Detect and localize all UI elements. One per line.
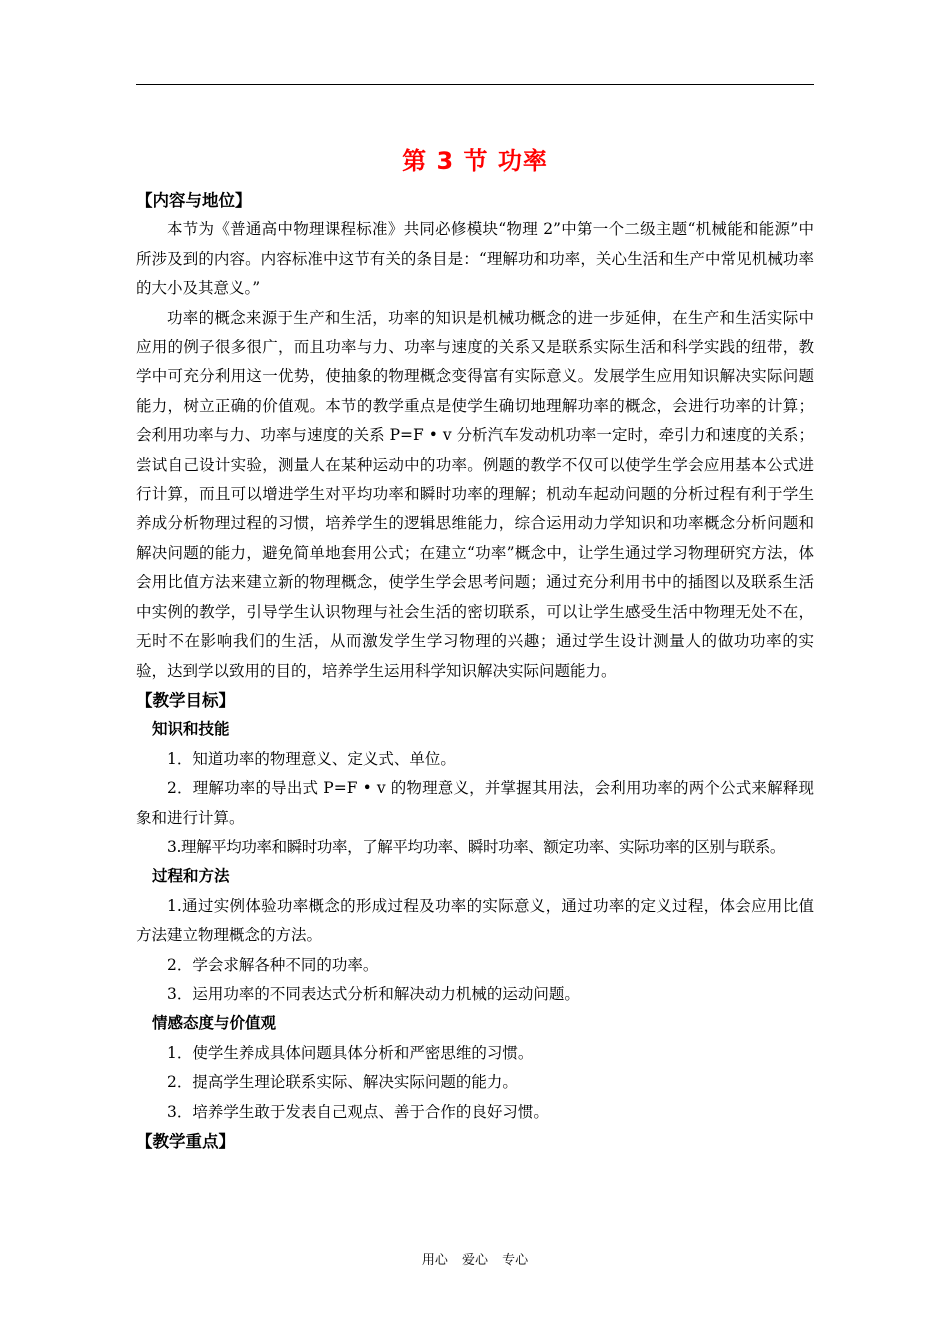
process-item-3: 3．运用功率的不同表达式分析和解决动力机械的运动问题。 xyxy=(167,984,580,1003)
attitude-item-3: 3．培养学生敢于发表自己观点、善于合作的良好习惯。 xyxy=(167,1102,549,1121)
process-item-2: 2．学会求解各种不同的功率。 xyxy=(167,955,379,974)
attitude-item-2: 2．提高学生理论联系实际、解决实际问题的能力。 xyxy=(167,1073,518,1092)
position-paragraph-2: 功率的概念来源于生产和生活，功率的知识是机械功概念的进一步延伸，在生产和生活实际中应用的例子很多很广，而且功率与力、功率与速度的关系又是联系实际生活和科学实践的纽带，教学中可充分利用这一优势，使抽象的物理概念变得富有实际意义。发展学生应用知识解决实际问题能力，树立正确的价值观。本节的教学重点是使学生确切地理解功率的概念，会进行功率的计算；会利用功率与力、功率与速度的关系 P=F • v 分析汽车发动机功率一定时，牵引力和速度的关系；尝试自己设计实验，测量人在某种运动中的功率。例题的教学不仅可以使学生学会应用基本公式进行计算，而且可以增进学生对平均功率和瞬时功率的理解；机动车起动问题的分析过程有利于学生养成分析物理过程的习惯，培养学生的逻辑思维能力，综合运用动力学知识和功率概念分析问题和解决问题的能力，避免简单地套用公式；在建立“功率”概念中，让学生通过学习物理研究方法，体会用比值方法来建立新的物理概念，使学生学会思考问题；通过充分利用书中的插图以及联系生活中实例的教学，引导学生认识物理与社会生活的密切联系，可以让学生感受生活中物理无处不在，无时不在影响我们的生活，从而激发学生学习物理的兴趣；通过学生设计测量人的做功功率的实验，达到学以致用的目的，培养学生运用科学知识解决实际问题能力。 xyxy=(136,308,814,680)
document-body xyxy=(136,186,814,1156)
section-heading-goals: 【教学目标】 xyxy=(136,690,235,710)
subheading-attitude: 情感态度与价值观 xyxy=(152,1014,277,1033)
section-heading-position: 【内容与地位】 xyxy=(136,191,252,210)
subheading-process: 过程和方法 xyxy=(152,867,230,886)
section-heading-keypoints: 【教学重点】 xyxy=(136,1132,235,1151)
attitude-item-1: 1．使学生养成具体问题具体分析和严密思维的习惯。 xyxy=(167,1043,534,1062)
position-paragraph-1: 本节为《普通高中物理课程标准》共同必修模块“物理 2”中第一个二级主题“机械能和能源”中所涉及到的内容。内容标准中这节有关的条目是：“理解功和功率，关心生活和生产中常见机械功率的大小及其意义。” xyxy=(136,220,814,298)
page-footer: 用心 爱心 专心 xyxy=(421,1253,529,1268)
process-item-1: 1.通过实例体验功率概念的形成过程及功率的实际意义，通过功率的定义过程，体会应用比值方法建立物理概念的方法。 xyxy=(136,896,814,945)
page-title: 第 3 节 功率 xyxy=(402,147,548,176)
subheading-knowledge: 知识和技能 xyxy=(152,720,230,739)
header-rule xyxy=(136,84,814,85)
knowledge-item-1: 1．知道功率的物理意义、定义式、单位。 xyxy=(167,749,456,768)
knowledge-item-3: 3.理解平均功率和瞬时功率，了解平均功率、瞬时功率、额定功率、实际功率的区别与联系。 xyxy=(167,837,785,856)
knowledge-item-2: 2．理解功率的导出式 P=F • v 的物理意义，并掌握其用法，会利用功率的两个公式来解释现象和进行计算。 xyxy=(136,779,814,827)
